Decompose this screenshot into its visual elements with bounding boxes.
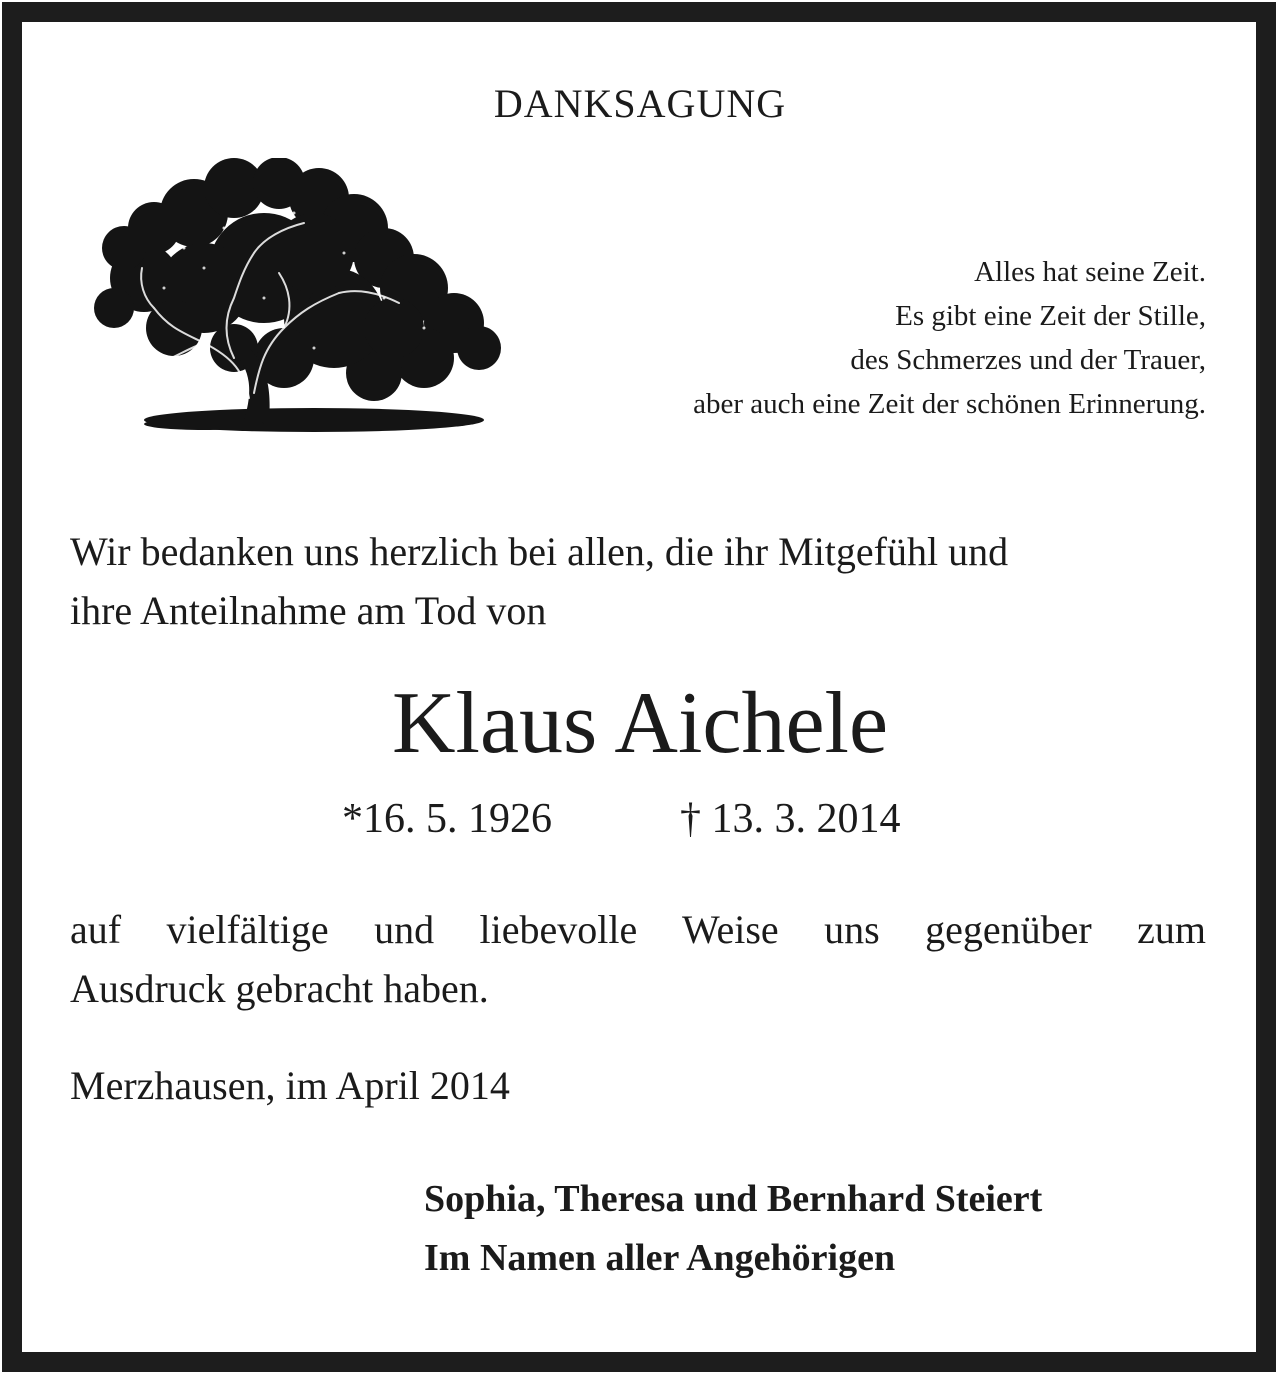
intro-paragraph bbox=[70, 522, 1206, 640]
outro-paragraph bbox=[70, 900, 1206, 1018]
outro-line: Ausdruck gebracht haben. bbox=[70, 966, 489, 1011]
signature-line: Im Namen aller Angehörigen bbox=[424, 1237, 896, 1279]
notice-heading: DANKSAGUNG bbox=[493, 81, 787, 126]
birth-date: *16. 5. 1926 bbox=[342, 796, 552, 842]
intro-line: Wir bedanken uns herzlich bei allen, die ihr Mitgefühl und bbox=[70, 529, 1009, 574]
death-date: † 13. 3. 2014 bbox=[680, 796, 901, 842]
place-date: Merzhausen, im April 2014 bbox=[70, 1063, 510, 1108]
quote-line: Alles hat seine Zeit. bbox=[974, 256, 1206, 288]
quote-line: aber auch eine Zeit der schönen Erinnerung. bbox=[693, 388, 1206, 420]
quote-block bbox=[506, 250, 1206, 426]
signature-block bbox=[424, 1170, 1042, 1288]
quote-line: des Schmerzes und der Trauer, bbox=[850, 344, 1206, 376]
quote-line: Es gibt eine Zeit der Stille, bbox=[895, 300, 1206, 332]
outro-line: auf vielfältige und liebevolle Weise uns gegenüber zum bbox=[70, 907, 1206, 952]
deceased-name: Klaus Aichele bbox=[391, 675, 889, 772]
signature-line: Sophia, Theresa und Bernhard Steiert bbox=[424, 1178, 1043, 1220]
intro-line: ihre Anteilnahme am Tod von bbox=[70, 588, 547, 633]
tree-illustration bbox=[84, 158, 504, 438]
